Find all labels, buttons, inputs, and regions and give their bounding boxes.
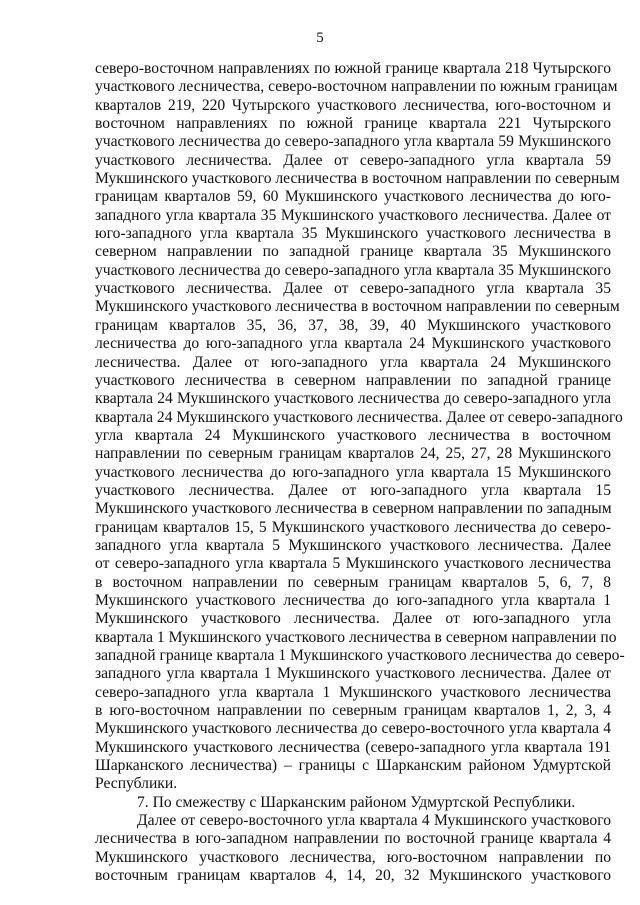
text-line: квартала 24 Мукшинского участкового лесничества. Далее от северо-западного — [95, 408, 623, 426]
text-line: Мукшинского участкового лесничества (северо-западного угла квартала 191 — [95, 738, 611, 756]
text-line: Мукшинского участкового лесничества до северо-восточного угла квартала 4 — [95, 720, 611, 738]
section-heading: 7. По смежеству с Шарканским районом Удмуртской Республики. — [137, 793, 576, 811]
text-line: Республики. — [95, 775, 178, 793]
body-text — [95, 60, 625, 885]
text-line: Мукшинского участкового лесничества в восточном направлении по северным — [95, 298, 620, 316]
text-line: границам кварталов 59, 60 Мукшинского участкового лесничества до юго- — [95, 188, 611, 206]
text-line: направлении по северным границам кварталов 24, 25, 27, 28 Мукшинского — [95, 445, 611, 463]
text-line: Мукшинского участкового лесничества. Далее от юго-западного угла — [95, 610, 611, 628]
text-line: лесничества в юго-западном направлении по восточной границе квартала 4 — [95, 830, 611, 848]
text-line: западной границе квартала 1 Мукшинского участкового лесничества до северо- — [95, 647, 625, 664]
text-line: лесничества. Далее от юго-западного угла квартала 24 Мукшинского — [95, 353, 611, 371]
text-line: в восточном направлении по северным границам кварталов 5, 6, 7, 8 — [95, 573, 611, 591]
text-line: Далее от северо-восточного угла квартала 4 Мукшинского участкового — [137, 812, 611, 830]
text-line: западного угла квартала 5 Мукшинского участкового лесничества. Далее — [95, 536, 611, 554]
text-line: западного угла квартала 1 Мукшинского участкового лесничества. Далее от — [95, 665, 611, 683]
text-line: границам кварталов 35, 36, 37, 38, 39, 40 Мукшинского участкового — [95, 316, 611, 334]
text-line: лесничества до юго-западного угла квартала 24 Мукшинского участкового — [95, 335, 611, 353]
text-line: участкового лесничества до северо-западного угла квартала 35 Мукшинского — [95, 261, 611, 279]
text-line: Мукшинского участкового лесничества в восточном направлении по северным — [95, 170, 620, 188]
text-line: Мукшинского участкового лесничества до юго-западного угла квартала 1 — [95, 591, 611, 609]
text-line: участкового лесничества. Далее от северо-западного угла квартала 59 — [95, 151, 611, 169]
text-line: участкового лесничества в северном направлении по западной границе — [95, 371, 611, 389]
text-line: Шарканского лесничества) – границы с Шарканским районом Удмуртской — [95, 757, 611, 775]
text-line: восточном направлениях по южной границе квартала 221 Чутырского — [95, 115, 611, 133]
text-line: западного угла квартала 35 Мукшинского участкового лесничества. Далее от — [95, 206, 611, 224]
text-line: от северо-западного угла квартала 5 Мукшинского участкового лесничества — [95, 555, 611, 573]
page-number: 5 — [316, 30, 324, 46]
text-line: участкового лесничества до северо-западного угла квартала 59 Мукшинского — [95, 133, 611, 151]
text-line: в юго-восточном направлении по северным границам кварталов 1, 2, 3, 4 — [95, 702, 611, 720]
text-line: северо-восточном направлениях по южной границе квартала 218 Чутырского — [95, 60, 611, 77]
text-line: Мукшинского участкового лесничества в северном направлении по западным — [95, 500, 612, 518]
text-line: границам кварталов 15, 5 Мукшинского участкового лесничества до северо- — [95, 518, 611, 536]
text-line: Мукшинского участкового лесничества, юго-восточном направлении по — [95, 848, 611, 866]
text-line: участкового лесничества. Далее от северо-западного угла квартала 35 — [95, 280, 611, 298]
text-line: участкового лесничества до юго-западного угла квартала 15 Мукшинского — [95, 463, 611, 481]
text-line: кварталов 219, 220 Чутырского участкового лесничества, юго-восточном и — [95, 96, 611, 114]
text-line: квартала 24 Мукшинского участкового лесничества до северо-западного угла — [95, 390, 611, 408]
text-line: восточным границам кварталов 4, 14, 20, 32 Мукшинского участкового — [95, 867, 611, 885]
text-line: квартала 1 Мукшинского участкового лесничества в северном направлении по — [95, 628, 617, 646]
text-line: угла квартала 24 Мукшинского участкового лесничества в восточном — [95, 426, 611, 444]
text-line: участкового лесничества. Далее от юго-западного угла квартала 15 — [95, 481, 611, 499]
text-line: участкового лесничества, северо-восточном направлении по южным границам — [95, 78, 618, 96]
text-line: северо-западного угла квартала 1 Мукшинского участкового лесничества — [95, 683, 611, 701]
text-line: юго-западного угла квартала 35 Мукшинского участкового лесничества в — [95, 225, 611, 243]
text-line: северном направлении по западной границе квартала 35 Мукшинского — [95, 243, 611, 261]
